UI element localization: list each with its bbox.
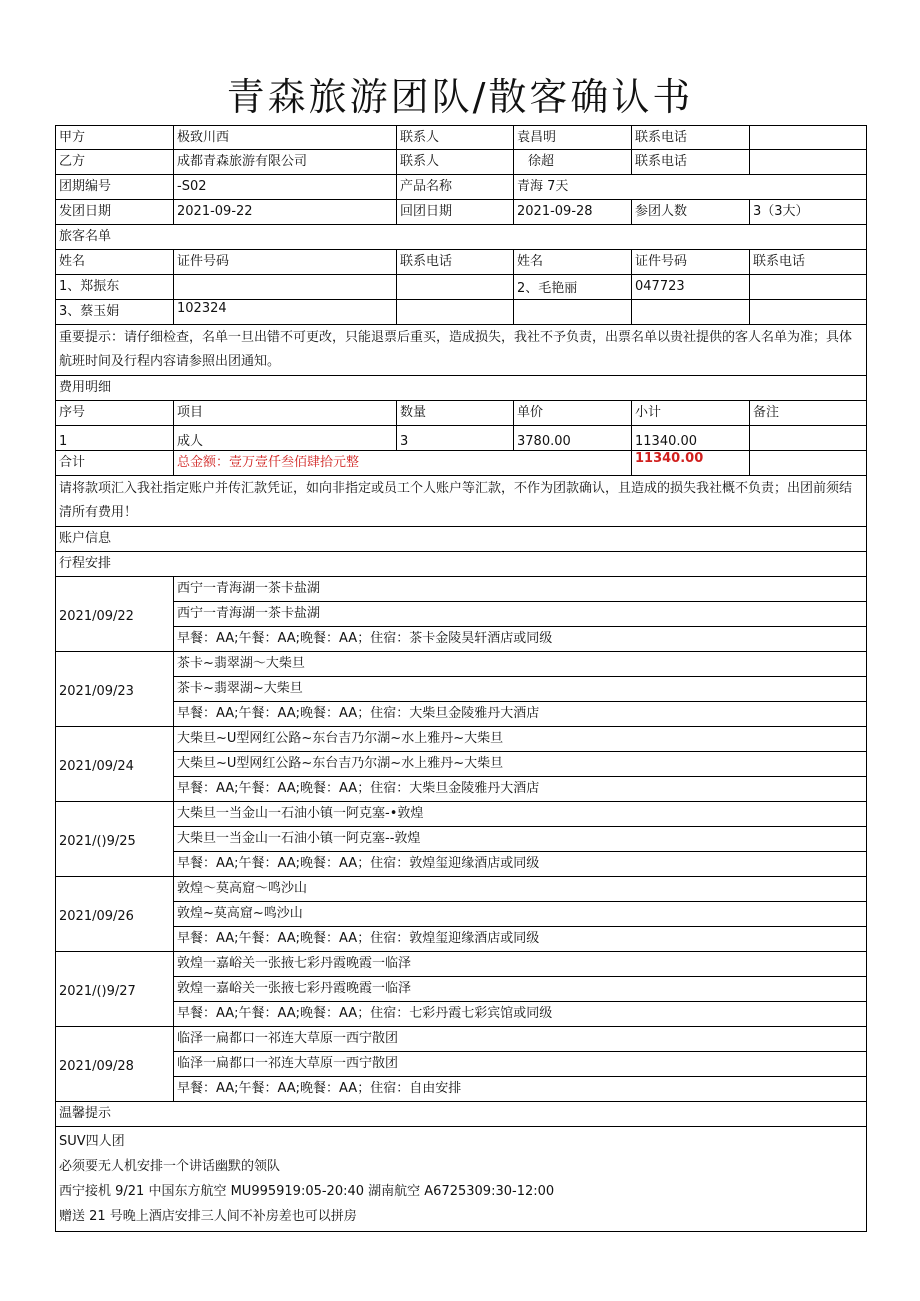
fee-cell: 11340.00 [632, 426, 750, 450]
important-note-row [55, 325, 867, 376]
itinerary-route: 大柴旦~U型网红公路~东台吉乃尔湖~水上雅丹~大柴旦 [174, 752, 866, 777]
itinerary-meals: 早餐：AA;午餐：AA;晚餐：AA；住宿：七彩丹霞七彩宾馆或同级 [177, 1006, 553, 1021]
guest-cell: 047723 [632, 275, 750, 299]
fees-header: 小计 [632, 401, 750, 425]
guest-row [55, 275, 867, 300]
itinerary-route: 敦煌～莫高窟～鸣沙山 [174, 877, 866, 902]
guest-cell: 3、蔡玉娟 [56, 300, 174, 324]
guest-cell: 1、郑振东 [56, 275, 174, 299]
group-row [55, 175, 867, 200]
payment-note: 请将款项汇入我社指定账户并传汇款凭证，如向非指定或员工个人账户等汇款，不作为团款确认，且造成的损失我社概不负责；出团前须结清所有费用！ [59, 481, 853, 520]
party-a-value: 极致川西 [174, 126, 397, 149]
itinerary-route: 大柴旦一当金山一石油小镇一阿克塞-•敦煌 [174, 802, 866, 827]
itinerary-route: 西宁一青海湖一茶卡盐湖 [174, 602, 866, 627]
guests-header: 姓名 [514, 250, 632, 274]
itinerary-day [55, 652, 867, 727]
tip-line: 赠送 21 号晚上酒店安排三人间不补房差也可以拼房 [59, 1209, 357, 1224]
guest-cell [397, 275, 514, 299]
itinerary-date: 2021/09/22 [56, 577, 174, 651]
depart-date: 2021-09-22 [174, 200, 397, 224]
itinerary-route: 大柴旦一当金山一石油小镇一阿克塞--敦煌 [174, 827, 866, 852]
fees-section-row [55, 376, 867, 401]
group-id: -S02 [174, 175, 397, 199]
guest-row [55, 300, 867, 325]
itinerary-meals: 早餐：AA;午餐：AA;晚餐：AA；住宿：自由安排 [177, 1081, 462, 1096]
page-title: 青森旅游团队/散客确认书 [226, 75, 694, 119]
party-a-label: 甲方 [56, 126, 174, 149]
itinerary-meals: 早餐：AA;午餐：AA;晚餐：AA；住宿：大柴旦金陵雅丹大酒店 [177, 781, 540, 796]
product-name: 青海 7天 [517, 179, 569, 194]
total-remark [750, 451, 866, 475]
fees-header: 项目 [174, 401, 397, 425]
guest-cell [632, 300, 750, 324]
fee-cell: 3 [397, 426, 514, 450]
guest-count: 3（3大） [753, 204, 809, 219]
fee-row [55, 426, 867, 451]
itinerary-day [55, 577, 867, 652]
itinerary-date: 2021/()9/25 [56, 802, 174, 876]
party-a-phone [750, 126, 866, 149]
fees-header-row [55, 401, 867, 426]
guest-cell [750, 300, 866, 324]
itinerary-date: 2021/09/26 [56, 877, 174, 951]
itinerary-route: 临泽一扁都口一祁连大草原一西宁散团 [174, 1052, 866, 1077]
fees-header: 单价 [514, 401, 632, 425]
itinerary-route: 敦煌一嘉峪关一张掖七彩丹霞晚霞一临泽 [174, 952, 866, 977]
guest-cell: 2、毛艳丽 [514, 275, 632, 299]
guests-header-row [55, 250, 867, 275]
party-a-phone-label: 联系电话 [632, 126, 750, 149]
fees-header: 备注 [753, 405, 780, 420]
party-b-label: 乙方 [56, 150, 174, 174]
itinerary-route: 西宁一青海湖一茶卡盐湖 [174, 577, 866, 602]
itinerary-day [55, 952, 867, 1027]
itinerary-date: 2021/09/28 [56, 1027, 174, 1101]
count-label: 参团人数 [632, 200, 750, 224]
itinerary-meals: 早餐：AA;午餐：AA;晚餐：AA；住宿：大柴旦金陵雅丹大酒店 [177, 706, 540, 721]
group-id-label: 团期编号 [56, 175, 174, 199]
guests-header: 联系电话 [753, 254, 806, 269]
payment-note-row [55, 476, 867, 527]
party-b-phone [750, 150, 866, 174]
guest-cell [397, 300, 514, 324]
itinerary-route: 茶卡~翡翠湖~大柴旦 [174, 677, 866, 702]
itinerary-day [55, 802, 867, 877]
party-b-contact: 徐超 [514, 150, 632, 174]
itinerary-date: 2021/09/24 [56, 727, 174, 801]
party-b-value: 成都青森旅游有限公司 [174, 150, 397, 174]
itinerary-day [55, 727, 867, 802]
guests-header: 联系电话 [397, 250, 514, 274]
itinerary-label: 行程安排 [59, 556, 112, 571]
guests-header: 证件号码 [632, 250, 750, 274]
important-note: 重要提示：请仔细检查，名单一旦出错不可更改，只能退票后重买，造成损失，我社不予负责，出票名单以贵社提供的客人名单为准；具体航班时间及行程内容请参照出团通知。 [59, 330, 853, 369]
itinerary-route: 敦煌~莫高窟~鸣沙山 [174, 902, 866, 927]
itinerary-meals: 早餐：AA;午餐：AA;晚餐：AA；住宿：敦煌玺迎缘酒店或同级 [177, 856, 540, 871]
guest-cell: 102324 [174, 300, 397, 324]
itinerary-date: 2021/()9/27 [56, 952, 174, 1026]
return-label: 回团日期 [397, 200, 514, 224]
fee-cell: 3780.00 [514, 426, 632, 450]
tips-block [55, 1127, 867, 1232]
itinerary-route: 茶卡~翡翠湖～大柴旦 [174, 652, 866, 677]
return-date: 2021-09-28 [514, 200, 632, 224]
party-b-row [55, 150, 867, 175]
fees-header: 序号 [56, 401, 174, 425]
confirmation-table [55, 125, 867, 1232]
party-b-contact-label: 联系人 [397, 150, 514, 174]
total-words: 总金额：壹万壹仟叁佰肆拾元整 [174, 451, 632, 475]
fees-section-label: 费用明细 [59, 380, 112, 395]
tip-line: 必须要无人机安排一个讲话幽默的领队 [59, 1159, 281, 1174]
depart-label: 发团日期 [56, 200, 174, 224]
total-label: 合计 [56, 451, 174, 475]
itinerary-day [55, 877, 867, 952]
itinerary-route: 临泽一扁都口一祁连大草原一西宁散团 [174, 1027, 866, 1052]
itinerary-section-row [55, 552, 867, 577]
itinerary-route: 大柴旦~U型网红公路~东台吉乃尔湖~水上雅丹~大柴旦 [174, 727, 866, 752]
itinerary-date: 2021/09/23 [56, 652, 174, 726]
guest-cell [174, 275, 397, 299]
tip-line: 西宁接机 9/21 中国东方航空 MU995919:05-20:40 湖南航空 A6725309:30-12:00 [59, 1184, 555, 1199]
party-a-contact: 袁昌明 [514, 126, 632, 149]
itinerary-day [55, 1027, 867, 1102]
itinerary-meals: 早餐：AA;午餐：AA;晚餐：AA；住宿：茶卡金陵昊轩酒店或同级 [177, 631, 553, 646]
fee-cell: 成人 [174, 426, 397, 450]
guests-header: 证件号码 [174, 250, 397, 274]
party-a-contact-label: 联系人 [397, 126, 514, 149]
guest-cell [514, 300, 632, 324]
party-b-phone-label: 联系电话 [632, 150, 750, 174]
tips-section-row [55, 1102, 867, 1127]
guests-section-row [55, 225, 867, 250]
fee-cell [750, 426, 866, 450]
party-a-row [55, 125, 867, 150]
product-label: 产品名称 [397, 175, 514, 199]
guests-header: 姓名 [56, 250, 174, 274]
dates-row [55, 200, 867, 225]
guest-cell [750, 275, 866, 299]
tips-label: 温馨提示 [59, 1106, 112, 1121]
fee-cell: 1 [56, 426, 174, 450]
tip-line: SUV四人团 [59, 1134, 125, 1149]
account-label: 账户信息 [59, 531, 112, 546]
guests-section-label: 旅客名单 [59, 229, 112, 244]
total-row [55, 451, 867, 476]
account-row [55, 527, 867, 552]
itinerary-meals: 早餐：AA;午餐：AA;晚餐：AA；住宿：敦煌玺迎缘酒店或同级 [177, 931, 540, 946]
fees-header: 数量 [397, 401, 514, 425]
total-value: 11340.00 [632, 451, 750, 475]
itinerary-route: 敦煌一嘉峪关一张掖七彩丹霞晚霞一临泽 [174, 977, 866, 1002]
